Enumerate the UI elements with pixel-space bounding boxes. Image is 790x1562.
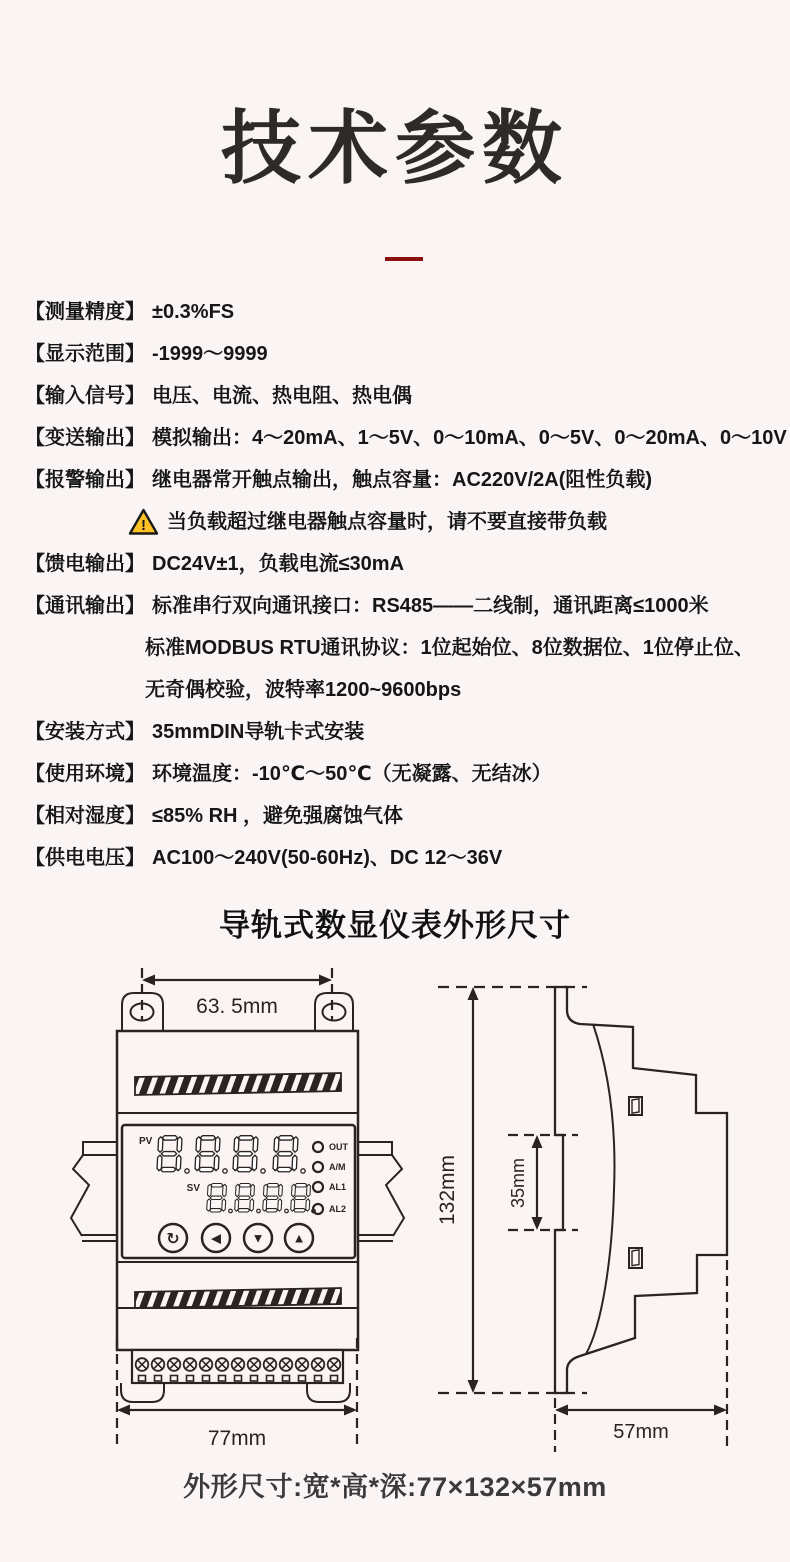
din-rail-right <box>358 1142 404 1241</box>
spec-label: 【安装方式】 <box>25 721 145 743</box>
spec-row <box>25 375 785 417</box>
rail-clip-window-bottom <box>629 1248 642 1268</box>
rail-clip-window-top <box>629 1097 642 1115</box>
dim-depth-label: 57mm <box>613 1421 669 1443</box>
mount-ear-top-left <box>122 993 163 1031</box>
spec-label: 【报警输出】 <box>25 469 145 491</box>
spec-value: 模拟输出：4～20mA、1～5V、0～10mA、0～5V、0～20mA、0～10V <box>152 427 787 449</box>
page-title: 技术参数 <box>221 104 569 193</box>
ear-hole-right <box>323 1004 346 1021</box>
spec-label: 【测量精度】 <box>25 301 145 323</box>
dim-mount-width-label: 63. 5mm <box>196 995 278 1018</box>
dim-rail <box>508 1135 578 1230</box>
diagram-caption: 外形尺寸:宽*高*深:77×132×57mm <box>183 1472 607 1502</box>
dimension-diagram <box>0 940 790 1462</box>
dim-height-label: 132mm <box>436 1154 459 1226</box>
spec-value: 继电器常开触点输出，触点容量：AC220V/2A(阻性负载) <box>152 469 653 491</box>
diagram-heading: 导轨式数显仪表外形尺寸 <box>219 908 571 943</box>
vent-strip-bottom <box>135 1288 341 1308</box>
spec-row-continuation: 标准MODBUS RTU通讯协议：1位起始位、8位数据位、1位停止位、 <box>145 637 754 659</box>
spec-row <box>25 417 785 459</box>
cycle-icon: ↻ <box>166 1231 180 1248</box>
title-divider <box>385 257 423 261</box>
warning-icon <box>128 508 159 536</box>
front-view <box>71 968 404 1450</box>
spec-value: AC100～240V(50-60Hz)、DC 12～36V <box>152 847 503 869</box>
spec-label: 【馈电输出】 <box>25 553 145 575</box>
spec-value: 35mmDIN导轨卡式安装 <box>152 721 365 743</box>
spec-value: 标准串行双向通讯接口：RS485——二线制，通讯距离≤1000米 <box>152 595 709 617</box>
side-profile <box>555 987 727 1393</box>
up-icon: ▲ <box>292 1230 306 1246</box>
din-rail-left <box>71 1142 117 1241</box>
spec-label: 【相对湿度】 <box>25 805 145 827</box>
spec-label: 【变送输出】 <box>25 427 145 449</box>
mount-ear-bottom-right <box>307 1383 350 1402</box>
mount-ear-bottom-left <box>121 1383 164 1402</box>
spec-row <box>25 585 785 627</box>
down-icon: ▼ <box>251 1230 265 1246</box>
spec-row <box>25 795 785 837</box>
spec-row <box>25 333 785 375</box>
spec-list <box>25 291 785 879</box>
dim-width-label: 77mm <box>207 1427 267 1450</box>
indicator-label-am: A/M <box>329 1162 346 1172</box>
spec-row-continuation: 无奇偶校验，波特率1200~9600bps <box>145 679 462 701</box>
spec-row <box>25 837 785 879</box>
spec-label: 【显示范围】 <box>25 343 145 365</box>
spec-value: 电压、电流、热电阻、热电偶 <box>152 385 412 407</box>
indicator-label-al2: AL2 <box>329 1204 347 1214</box>
spec-label: 【供电电压】 <box>25 847 145 869</box>
spec-value: ≤85% RH ，避免强腐蚀气体 <box>152 805 404 827</box>
spec-label: 【通讯输出】 <box>25 595 145 617</box>
sv-label: SV <box>186 1183 200 1194</box>
spec-label: 【使用环境】 <box>25 763 145 785</box>
svg-text:!: ! <box>141 517 146 534</box>
dim-height <box>436 987 479 1393</box>
spec-value: ±0.3%FS <box>152 301 235 323</box>
left-icon: ◀ <box>211 1230 221 1246</box>
indicator-label-out: OUT <box>329 1142 348 1152</box>
spec-label: 【输入信号】 <box>25 385 145 407</box>
side-view <box>436 987 727 1452</box>
warning-row <box>25 501 785 543</box>
spec-row <box>25 291 785 333</box>
mount-ear-top-right <box>315 993 353 1031</box>
dim-mount-width <box>142 968 332 1020</box>
spec-row <box>25 543 785 585</box>
vent-strip-top <box>135 1073 341 1095</box>
spec-row <box>25 711 785 753</box>
dim-rail-label: 35mm <box>508 1157 528 1209</box>
spec-row <box>25 459 785 501</box>
spec-value: DC24V±1，负载电流≤30mA <box>152 553 405 575</box>
pv-label: PV <box>139 1136 153 1147</box>
warning-text: 当负载超过继电器触点容量时，请不要直接带负载 <box>167 511 607 533</box>
spec-value: -1999～9999 <box>152 343 268 365</box>
indicator-label-al1: AL1 <box>329 1182 347 1192</box>
spec-value: 环境温度：-10℃～50℃（无凝露、无结冰） <box>152 763 552 785</box>
spec-row <box>25 753 785 795</box>
